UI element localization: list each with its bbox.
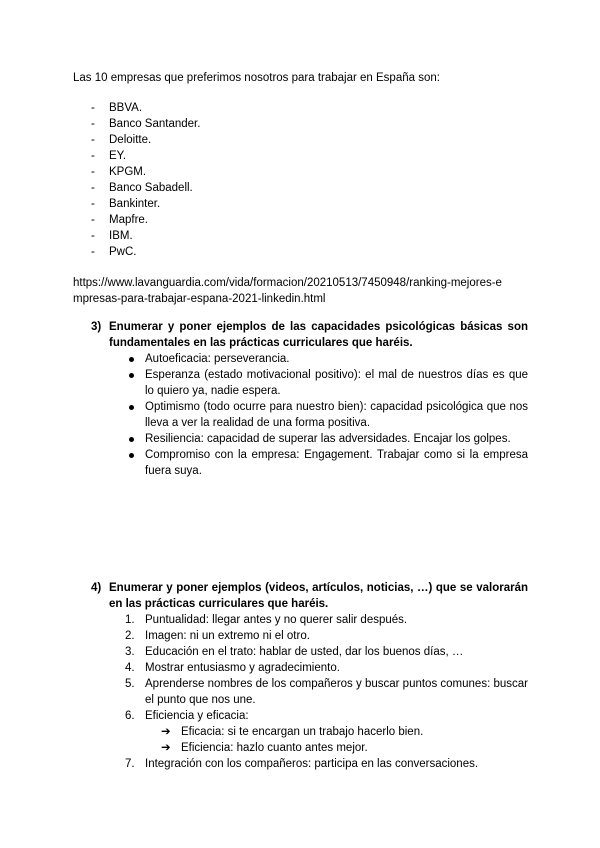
list-item: 5. Aprenderse nombres de los compañeros y buscar puntos comunes: buscar el punto que nos une. [125, 678, 528, 706]
list-item: - Banco Sabadell. [91, 182, 193, 194]
valued-items-list [91, 612, 528, 724]
list-item: Autoeficacia: perseverancia. [91, 351, 528, 367]
section-3 [91, 319, 528, 479]
url-line: https://www.lavanguardia.com/vida/formacion/20210513/7450948/ranking-mejores-e [73, 277, 502, 289]
list-item: - Banco Santander. [91, 118, 201, 130]
bullet-icon [129, 453, 134, 458]
list-item: 2. Imagen: ni un extremo ni el otro. [125, 630, 310, 642]
list-item: 7. Integración con los compañeros: participa en las conversaciones. [125, 758, 479, 770]
list-item: 1. Puntualidad: llegar antes y no querer salir después. [125, 614, 408, 626]
valued-items-list-cont [91, 756, 528, 772]
list-item: 4. Mostrar entusiasmo y agradecimiento. [125, 662, 340, 674]
bullet-icon [129, 357, 134, 362]
url-line: mpresas-para-trabajar-espana-2021-linkedin.html [73, 293, 326, 305]
arrow-icon: ➔ [161, 726, 171, 738]
company-list [91, 100, 200, 260]
list-item: ➔ Eficiencia: hazlo cuanto antes mejor. [161, 742, 368, 754]
section-title: 4) Enumerar y poner ejemplos (videos, artículos, noticias, …) que se valorarán en las prácticas curriculares que haréis. [91, 582, 528, 610]
source-url [73, 275, 533, 307]
list-item: - Deloitte. [91, 134, 152, 146]
bullet-icon [129, 373, 134, 378]
section-title: 3) Enumerar y poner ejemplos de las capacidades psicológicas básicas son fundamentales en las prácticas curriculares que haréis. [91, 321, 528, 349]
list-item: 3. Educación en el trato: hablar de usted, dar los buenos días, … [125, 646, 464, 658]
bullet-icon [129, 405, 134, 410]
list-item: - BBVA. [91, 102, 143, 114]
arrow-icon: ➔ [161, 742, 171, 754]
intro-text: Las 10 empresas que preferimos nosotros para trabajar en España son: [73, 72, 440, 84]
list-item: Esperanza (estado motivacional positivo): el mal de nuestros días es que lo quiero ya, nadie espera. [91, 367, 528, 399]
sub-list [91, 724, 528, 756]
list-item: Resiliencia: capacidad de superar las adversidades. Encajar los golpes. [91, 431, 528, 447]
list-item: Compromiso con la empresa: Engagement. Trabajar como si la empresa fuera suya. [91, 447, 528, 479]
list-item: - EY. [91, 150, 127, 162]
list-item: ➔ Eficacia: si te encargan un trabajo hacerlo bien. [161, 726, 424, 738]
list-item: - Mapfre. [91, 214, 148, 226]
bullet-icon [129, 437, 134, 442]
section-4 [91, 580, 528, 772]
list-item: 6. Eficiencia y eficacia: [125, 710, 249, 722]
list-item: - IBM. [91, 230, 133, 242]
capacities-list [91, 351, 528, 479]
list-item: - Bankinter. [91, 198, 161, 210]
list-item: Optimismo (todo ocurre para nuestro bien): capacidad psicológica que nos lleva a ver la realidad de una forma positiva. [91, 399, 528, 431]
list-item: - PwC. [91, 246, 137, 258]
list-item: - KPGM. [91, 166, 147, 178]
